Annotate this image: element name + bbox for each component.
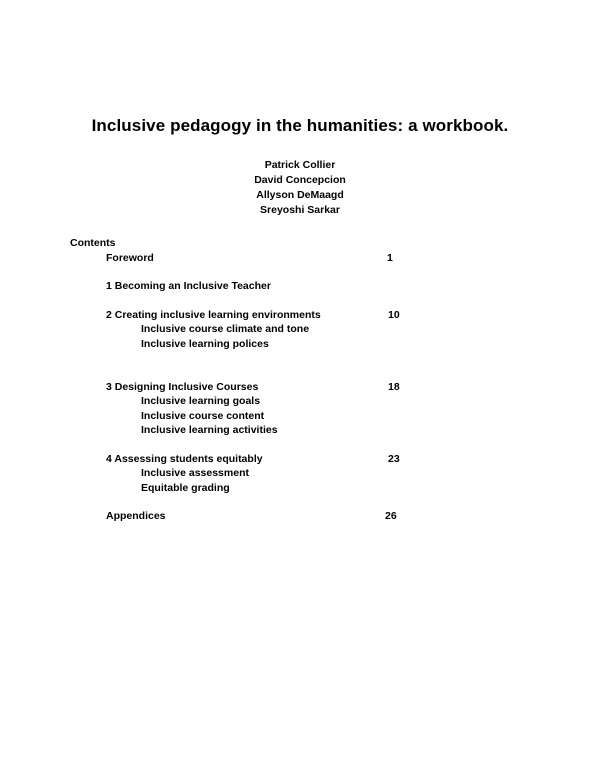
- toc-subentry[interactable]: Inclusive learning goals: [141, 395, 261, 407]
- author-name: Allyson DeMaagd: [256, 189, 344, 201]
- toc-page-number: 23: [388, 453, 400, 465]
- toc-subentry[interactable]: Inclusive assessment: [141, 467, 249, 479]
- toc-page-number: 18: [388, 381, 400, 393]
- toc-page-number: 10: [388, 309, 400, 321]
- contents-heading: Contents: [70, 237, 116, 249]
- author-name: David Concepcion: [254, 174, 346, 186]
- toc-subentry[interactable]: Inclusive learning activities: [141, 424, 278, 436]
- toc-entry-appendices[interactable]: Appendices: [106, 510, 166, 522]
- toc-entry-chapter-3[interactable]: 3 Designing Inclusive Courses: [106, 381, 259, 393]
- author-list: [0, 158, 600, 218]
- toc-subentry[interactable]: Inclusive course content: [141, 410, 265, 422]
- document-title: Inclusive pedagogy in the humanities: a workbook.: [91, 116, 509, 135]
- toc-subentry[interactable]: Equitable grading: [141, 482, 230, 494]
- toc-subentry[interactable]: Inclusive learning polices: [141, 338, 269, 350]
- author-name: Patrick Collier: [264, 159, 336, 171]
- toc-entry-chapter-2[interactable]: 2 Creating inclusive learning environments: [106, 309, 321, 321]
- author-name: Sreyoshi Sarkar: [260, 204, 340, 216]
- toc-subentry[interactable]: Inclusive course climate and tone: [141, 323, 310, 335]
- toc-entry-chapter-1[interactable]: 1 Becoming an Inclusive Teacher: [106, 280, 271, 292]
- toc-page-number: 26: [385, 510, 397, 522]
- toc-entry-chapter-4[interactable]: 4 Assessing students equitably: [106, 453, 263, 465]
- toc-page-number: 1: [387, 252, 393, 264]
- toc-entry-foreword[interactable]: Foreword: [106, 252, 154, 264]
